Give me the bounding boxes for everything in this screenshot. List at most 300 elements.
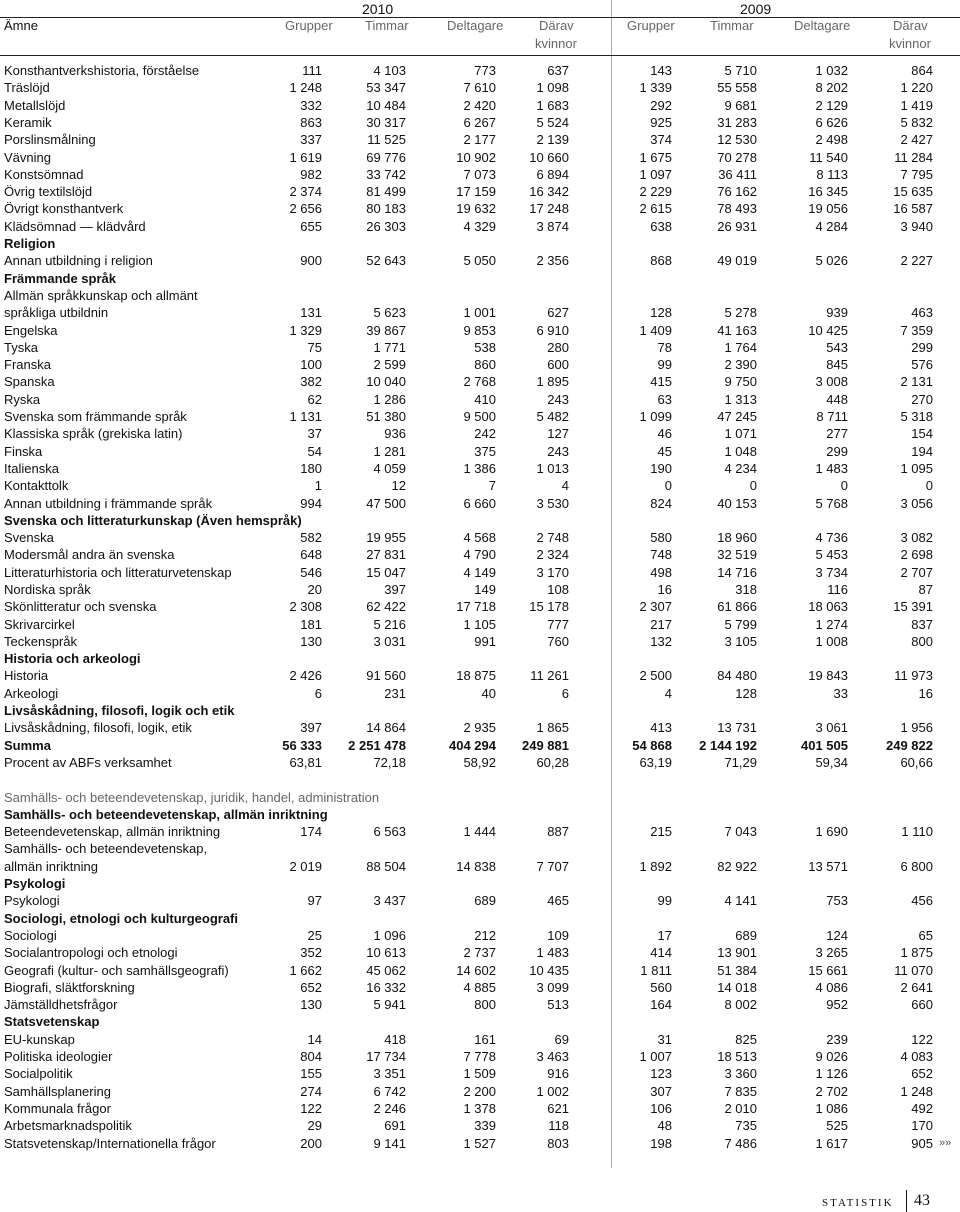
table-cell: 543 — [826, 340, 848, 355]
table-cell: 824 — [650, 496, 672, 511]
table-cell: 27 831 — [366, 547, 406, 562]
table-cell: 51 384 — [717, 963, 757, 978]
table-cell: 1 386 — [463, 461, 496, 476]
subject-column-header: Ämne — [4, 18, 38, 33]
table-cell: 1 013 — [536, 461, 569, 476]
table-cell: 130 — [300, 997, 322, 1012]
table-cell: 3 061 — [815, 720, 848, 735]
table-row — [0, 1031, 960, 1048]
table-cell: 55 558 — [717, 80, 757, 95]
section-heading: Svenska och litteraturkunskap (Även hemspråk) — [4, 513, 302, 528]
section-heading-row — [0, 875, 960, 892]
table-cell: 12 — [391, 478, 406, 493]
table-cell: 80 183 — [366, 201, 406, 216]
table-cell: 1 002 — [536, 1084, 569, 1099]
table-cell: 299 — [911, 340, 933, 355]
table-cell: 2 498 — [815, 132, 848, 147]
table-row — [0, 149, 960, 166]
table-cell: 14 716 — [717, 565, 757, 580]
table-cell: 1 444 — [463, 824, 496, 839]
row-label: Annan utbildning i religion — [4, 253, 153, 268]
table-cell: 5 768 — [815, 496, 848, 511]
table-cell: 149 — [474, 582, 496, 597]
table-cell: 11 540 — [809, 150, 848, 165]
row-label: allmän inriktning — [4, 859, 98, 874]
table-cell: 11 284 — [894, 150, 933, 165]
table-cell: 108 — [547, 582, 569, 597]
row-label: Klassiska språk (grekiska latin) — [4, 426, 183, 441]
table-cell: 760 — [547, 634, 569, 649]
table-cell: 118 — [548, 1118, 569, 1133]
table-cell: 16 345 — [808, 184, 848, 199]
table-cell: 1 527 — [463, 1136, 496, 1151]
table-cell: 1 001 — [463, 305, 496, 320]
table-cell: 13 901 — [717, 945, 757, 960]
table-cell: 2 144 192 — [699, 738, 757, 753]
table-cell: 691 — [384, 1118, 406, 1133]
table-cell: 231 — [384, 686, 406, 701]
table-cell: 19 632 — [456, 201, 496, 216]
section-heading-row — [0, 1013, 960, 1030]
table-cell: 19 843 — [808, 668, 848, 683]
table-cell: 2 246 — [373, 1101, 406, 1116]
table-cell: 7 073 — [463, 167, 496, 182]
table-cell: 16 332 — [366, 980, 406, 995]
table-cell: 3 530 — [536, 496, 569, 511]
table-cell: 9 750 — [724, 374, 757, 389]
table-cell: 20 — [307, 582, 322, 597]
table-row — [0, 443, 960, 460]
table-cell: 14 018 — [717, 980, 757, 995]
table-cell: 122 — [300, 1101, 322, 1116]
table-cell: 10 660 — [529, 150, 569, 165]
table-cell: 6 800 — [900, 859, 933, 874]
table-row — [0, 252, 960, 269]
table-cell: 1 378 — [463, 1101, 496, 1116]
table-cell: 10 484 — [366, 98, 406, 113]
row-label: Engelska — [4, 323, 58, 338]
table-cell: 26 303 — [366, 219, 406, 234]
row-label: Skönlitteratur och svenska — [4, 599, 157, 614]
table-cell: 753 — [826, 893, 848, 908]
table-cell: 46 — [657, 426, 672, 441]
table-cell: 3 265 — [815, 945, 848, 960]
table-cell: 513 — [547, 997, 569, 1012]
table-cell: 1 096 — [373, 928, 406, 943]
table-cell: 62 422 — [366, 599, 406, 614]
table-cell: 6 267 — [463, 115, 496, 130]
table-cell: 0 — [664, 478, 672, 493]
table-cell: 652 — [300, 980, 322, 995]
table-cell: 375 — [474, 444, 496, 459]
table-cell: 40 153 — [717, 496, 757, 511]
table-cell: 4 086 — [815, 980, 848, 995]
table-row — [0, 304, 960, 321]
row-label: Sociologi — [4, 928, 57, 943]
table-row — [0, 581, 960, 598]
row-label: Franska — [4, 357, 51, 372]
hours-2009-header: Timmar — [710, 18, 754, 33]
table-cell: 11 070 — [894, 963, 933, 978]
table-cell: 332 — [300, 98, 322, 113]
table-row — [0, 667, 960, 684]
table-cell: 1 811 — [640, 963, 672, 978]
row-label: Kommunala frågor — [4, 1101, 111, 1116]
year-2009-heading: 2009 — [740, 1, 772, 17]
table-cell: 1 409 — [639, 323, 672, 338]
table-row — [0, 685, 960, 702]
section-heading-row — [0, 789, 960, 806]
table-cell: 689 — [474, 893, 496, 908]
row-label: Finska — [4, 444, 43, 459]
table-cell: 17 248 — [529, 201, 569, 216]
table-cell: 60,66 — [900, 755, 933, 770]
participants-2009-header: Deltagare — [794, 18, 851, 33]
section-heading: Samhälls- och beteendevetenskap, allmän inriktning — [4, 807, 328, 822]
row-label: Arbetsmarknadspolitik — [4, 1118, 132, 1133]
row-label: Porslinsmålning — [4, 132, 96, 147]
row-label: Samhällsplanering — [4, 1084, 111, 1099]
table-cell: 174 — [300, 824, 322, 839]
table-cell: 132 — [650, 634, 672, 649]
table-cell: 18 513 — [717, 1049, 757, 1064]
row-label: Livsåskådning, filosofi, logik, etik — [4, 720, 192, 735]
row-label: Biografi, släktforskning — [4, 980, 135, 995]
table-cell: 33 — [833, 686, 848, 701]
table-cell: 3 008 — [815, 374, 848, 389]
table-cell: 1 419 — [900, 98, 933, 113]
table-cell: 637 — [547, 63, 569, 78]
table-cell: 3 940 — [900, 219, 933, 234]
women-2009-header: kvinnor — [889, 36, 931, 51]
table-cell: 498 — [650, 565, 672, 580]
section-heading: Samhälls- och beteendevetenskap, juridik, handel, administration — [4, 790, 380, 805]
table-cell: 7 795 — [900, 167, 933, 182]
table-cell: 9 141 — [373, 1136, 406, 1151]
table-row — [0, 1065, 960, 1082]
table-row — [0, 183, 960, 200]
table-cell: 45 — [657, 444, 672, 459]
table-cell: 1 248 — [900, 1084, 933, 1099]
table-cell: 2 251 478 — [348, 738, 406, 753]
table-cell: 161 — [474, 1032, 496, 1047]
table-cell: 936 — [384, 426, 406, 441]
table-cell: 1 509 — [463, 1066, 496, 1081]
row-label: Kontakttolk — [4, 478, 69, 493]
table-cell: 26 931 — [717, 219, 757, 234]
table-cell: 1 764 — [724, 340, 757, 355]
table-cell: 10 425 — [808, 323, 848, 338]
table-cell: 52 643 — [366, 253, 406, 268]
table-cell: 538 — [474, 340, 496, 355]
table-cell: 2 698 — [900, 547, 933, 562]
table-cell: 69 — [554, 1032, 569, 1047]
table-cell: 837 — [911, 617, 933, 632]
table-cell: 106 — [650, 1101, 672, 1116]
table-row — [0, 944, 960, 961]
table-cell: 180 — [300, 461, 322, 476]
section-heading-row — [0, 806, 960, 823]
table-cell: 2 139 — [536, 132, 569, 147]
table-row — [0, 408, 960, 425]
table-cell: 456 — [911, 893, 933, 908]
table-cell: 2 737 — [463, 945, 496, 960]
table-cell: 4 329 — [463, 219, 496, 234]
table-cell: 1 617 — [815, 1136, 848, 1151]
table-cell: 1 048 — [724, 444, 757, 459]
table-cell: 2 427 — [900, 132, 933, 147]
table-cell: 128 — [650, 305, 672, 320]
table-cell: 212 — [474, 928, 496, 943]
row-label: Spanska — [4, 374, 55, 389]
table-cell: 660 — [911, 997, 933, 1012]
table-cell: 689 — [735, 928, 757, 943]
table-row — [0, 79, 960, 96]
row-label: Summa — [4, 738, 51, 753]
table-cell: 31 283 — [717, 115, 757, 130]
table-row — [0, 1048, 960, 1065]
table-row — [0, 719, 960, 736]
table-cell: 16 587 — [893, 201, 933, 216]
table-cell: 12 530 — [717, 132, 757, 147]
table-cell: 4 — [664, 686, 672, 701]
row-label: Träslöjd — [4, 80, 50, 95]
table-cell: 4 234 — [724, 461, 757, 476]
table-cell: 16 342 — [529, 184, 569, 199]
table-cell: 100 — [300, 357, 322, 372]
table-cell: 70 278 — [717, 150, 757, 165]
section-heading: Sociologi, etnologi och kulturgeografi — [4, 911, 238, 926]
table-cell: 2 177 — [463, 132, 496, 147]
row-label: Ryska — [4, 392, 41, 407]
table-cell: 1 483 — [815, 461, 848, 476]
section-heading-row — [0, 702, 960, 719]
table-row — [0, 356, 960, 373]
table-cell: 397 — [384, 582, 406, 597]
of-which-2010-header: Därav — [539, 18, 574, 33]
table-cell: 1 — [314, 478, 322, 493]
table-cell: 9 853 — [463, 323, 496, 338]
table-cell: 5 832 — [900, 115, 933, 130]
table-cell: 8 002 — [724, 997, 757, 1012]
table-cell: 19 056 — [808, 201, 848, 216]
table-cell: 7 610 — [463, 80, 496, 95]
table-cell: 916 — [547, 1066, 569, 1081]
table-cell: 45 062 — [366, 963, 406, 978]
table-row — [0, 114, 960, 131]
table-row — [0, 218, 960, 235]
table-cell: 127 — [547, 426, 569, 441]
table-cell: 1 110 — [901, 824, 933, 839]
table-cell: 277 — [826, 426, 848, 441]
table-row — [0, 564, 960, 581]
table-cell: 2 229 — [639, 184, 672, 199]
table-cell: 5 050 — [463, 253, 496, 268]
row-label: Beteendevetenskap, allmän inriktning — [4, 824, 221, 839]
table-cell: 4 141 — [724, 893, 757, 908]
table-row — [0, 373, 960, 390]
table-cell: 164 — [650, 997, 672, 1012]
publication-name: STATISTIK — [822, 1197, 894, 1209]
table-cell: 130 — [300, 634, 322, 649]
table-cell: 54 — [307, 444, 322, 459]
table-cell: 72,18 — [373, 755, 406, 770]
table-cell: 982 — [300, 167, 322, 182]
table-cell: 1 286 — [373, 392, 406, 407]
table-cell: 9 026 — [815, 1049, 848, 1064]
table-row — [0, 131, 960, 148]
table-cell: 13 731 — [717, 720, 757, 735]
table-row — [0, 1135, 960, 1152]
table-row — [0, 892, 960, 909]
row-label: Italienska — [4, 461, 59, 476]
table-cell: 638 — [650, 219, 672, 234]
table-cell: 11 973 — [894, 668, 933, 683]
table-cell: 91 560 — [366, 668, 406, 683]
table-cell: 7 486 — [724, 1136, 757, 1151]
table-cell: 4 736 — [815, 530, 848, 545]
row-label: Teckenspråk — [4, 634, 77, 649]
row-label: Allmän språkkunskap och allmänt — [4, 288, 198, 303]
table-row — [0, 322, 960, 339]
row-label: Historia — [4, 668, 49, 683]
table-cell: 7 — [488, 478, 496, 493]
row-label: Skrivarcirkel — [4, 617, 75, 632]
table-row — [0, 460, 960, 477]
table-cell: 463 — [911, 305, 933, 320]
section-heading: Främmande språk — [4, 271, 116, 286]
row-label: Övrig textilslöjd — [4, 184, 93, 199]
table-cell: 5 318 — [900, 409, 933, 424]
row-label: Arkeologi — [4, 686, 59, 701]
table-row — [0, 546, 960, 563]
table-cell: 11 261 — [530, 668, 569, 683]
table-cell: 3 463 — [536, 1049, 569, 1064]
table-cell: 991 — [474, 634, 496, 649]
row-label: Jämställdhetsfrågor — [4, 997, 118, 1012]
row-label: EU-kunskap — [4, 1032, 75, 1047]
table-cell: 580 — [650, 530, 672, 545]
table-cell: 5 524 — [536, 115, 569, 130]
table-cell: 198 — [650, 1136, 672, 1151]
table-cell: 748 — [650, 547, 672, 562]
table-cell: 648 — [300, 547, 322, 562]
table-row — [0, 979, 960, 996]
table-cell: 1 032 — [815, 63, 848, 78]
table-row — [0, 823, 960, 840]
table-cell: 1 248 — [289, 80, 322, 95]
header-bottom-rule — [0, 55, 960, 56]
table-cell: 31 — [657, 1032, 672, 1047]
table-cell: 652 — [911, 1066, 933, 1081]
table-cell: 249 822 — [886, 738, 933, 753]
table-cell: 994 — [300, 496, 322, 511]
section-heading: Livsåskådning, filosofi, logik och etik — [4, 703, 235, 718]
table-cell: 10 040 — [366, 374, 406, 389]
hours-2010-header: Timmar — [365, 18, 409, 33]
table-cell: 3 105 — [724, 634, 757, 649]
table-cell: 16 — [657, 582, 672, 597]
table-cell: 5 453 — [815, 547, 848, 562]
table-row — [0, 1083, 960, 1100]
table-cell: 131 — [300, 305, 322, 320]
row-label: Procent av ABFs verksamhet — [4, 755, 172, 770]
row-label: Socialantropologi och etnologi — [4, 945, 178, 960]
table-cell: 81 499 — [366, 184, 406, 199]
section-heading-row — [0, 650, 960, 667]
table-cell: 1 131 — [289, 409, 322, 424]
table-cell: 56 333 — [282, 738, 322, 753]
table-cell: 777 — [547, 617, 569, 632]
table-cell: 2 707 — [900, 565, 933, 580]
table-cell: 49 019 — [717, 253, 757, 268]
table-cell: 415 — [650, 374, 672, 389]
table-cell: 3 360 — [724, 1066, 757, 1081]
table-cell: 864 — [911, 63, 933, 78]
table-cell: 47 500 — [366, 496, 406, 511]
table-cell: 61 866 — [717, 599, 757, 614]
continued-marker: »» — [939, 1137, 952, 1149]
table-cell: 1 483 — [536, 945, 569, 960]
table-cell: 243 — [547, 444, 569, 459]
table-cell: 15 391 — [893, 599, 933, 614]
table-cell: 71,29 — [724, 755, 757, 770]
row-label: Psykologi — [4, 893, 60, 908]
table-row — [0, 598, 960, 615]
table-cell: 51 380 — [366, 409, 406, 424]
table-cell: 1 098 — [536, 80, 569, 95]
table-cell: 6 563 — [373, 824, 406, 839]
table-row — [0, 62, 960, 79]
table-cell: 6 626 — [815, 115, 848, 130]
table-cell: 804 — [300, 1049, 322, 1064]
table-cell: 2 768 — [463, 374, 496, 389]
section-heading-row — [0, 910, 960, 927]
table-cell: 14 — [307, 1032, 322, 1047]
table-cell: 200 — [300, 1136, 322, 1151]
table-cell: 2 426 — [289, 668, 322, 683]
table-cell: 418 — [384, 1032, 406, 1047]
table-cell: 30 317 — [366, 115, 406, 130]
table-row — [0, 1100, 960, 1117]
table-cell: 97 — [307, 893, 322, 908]
table-cell: 242 — [474, 426, 496, 441]
table-cell: 62 — [307, 392, 322, 407]
table-cell: 0 — [840, 478, 848, 493]
table-cell: 15 661 — [808, 963, 848, 978]
table-cell: 868 — [650, 253, 672, 268]
table-cell: 2 500 — [639, 668, 672, 683]
table-cell: 1 095 — [900, 461, 933, 476]
table-cell: 190 — [650, 461, 672, 476]
table-cell: 15 635 — [893, 184, 933, 199]
table-row — [0, 754, 960, 771]
table-cell: 17 734 — [366, 1049, 406, 1064]
table-row — [0, 1117, 960, 1134]
table-cell: 292 — [650, 98, 672, 113]
table-cell: 5 941 — [373, 997, 406, 1012]
table-cell: 1 071 — [724, 426, 757, 441]
table-cell: 63,19 — [639, 755, 672, 770]
table-cell: 270 — [911, 392, 933, 407]
section-heading-row — [0, 512, 960, 529]
table-cell: 1 662 — [289, 963, 322, 978]
section-heading-row — [0, 235, 960, 252]
section-heading: Historia och arkeologi — [4, 651, 141, 666]
table-cell: 905 — [911, 1136, 933, 1151]
table-cell: 2 129 — [815, 98, 848, 113]
table-cell: 2 390 — [724, 357, 757, 372]
